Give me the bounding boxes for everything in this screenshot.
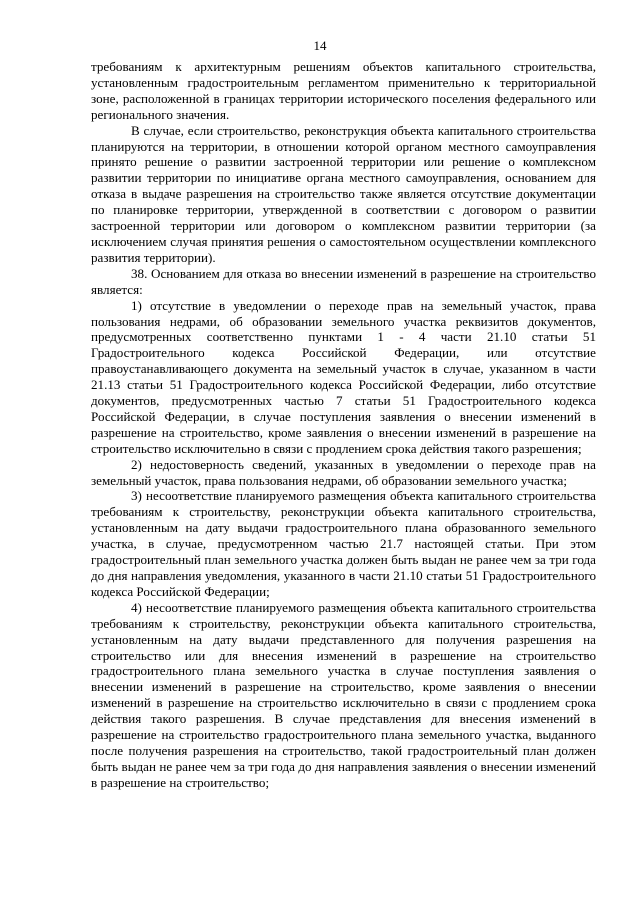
document-body [91, 59, 596, 791]
paragraph-subitem-4: 4) несоответствие планируемого размещения объекта капитального строительства требованиям к строительству, реконструкции объекта капитального строительства, установленным на дату выдачи представленного для получения разрешения на строительство или для внесения изменений в разрешение на строительство градостроительного плана земельного участка в случае поступления заявления о внесении изменений в разрешение на строительство, кроме заявления о внесении изменений в разрешение на строительство исключительно в связи с продлением срока действия такого разрешения. В случае представления для внесения изменений в разрешение на строительство градостроительного плана земельного участка, выданного после получения разрешения на строительство, такой градостроительный план должен быть выдан не ранее чем за три года до дня направления заявления о внесении изменений в разрешение на строительство; [91, 599, 596, 790]
paragraph-continuation: требованиям к архитектурным решениям объектов капитального строительства, установленным градостроительным регламентом применительно к территориальной зоне, расположенной в границах территории исторического поселения федерального или регионального значения. [91, 59, 596, 122]
paragraph-item-38: 38. Основанием для отказа во внесении изменений в разрешение на строительство является: [91, 265, 596, 297]
paragraph-subitem-1: 1) отсутствие в уведомлении о переходе прав на земельный участок, права пользования недрами, об образовании земельного участка реквизитов документов, предусмотренных соответственно пунктами 1 - 4 части 21.10 статьи 51 Градостроительного кодекса Российской Федерации, или отсутствие правоустанавливающего документа на земельный участок в случае, указанном в части 21.13 статьи 51 Градостроительного кодекса Российской Федерации, либо отсутствие документов, предусмотренных частью 7 статьи 51 Градостроительного кодекса Российской Федерации, в случае поступления заявления о внесении изменений в разрешение на строительство, кроме заявления о внесении изменений в разрешение на строительство исключительно в связи с продлением срока действия такого разрешения; [91, 297, 596, 456]
paragraph-subitem-2: 2) недостоверность сведений, указанных в уведомлении о переходе прав на земельный участок, права пользования недрами, об образовании земельного участка; [91, 456, 596, 488]
paragraph-subitem-3: 3) несоответствие планируемого размещения объекта капитального строительства требованиям к строительству, реконструкции объекта капитального строительства, установленным на дату выдачи градостроительного плана образованного земельного участка, в случае, предусмотренном частью 21.7 настоящей статьи. При этом градостроительный план земельного участка должен быть выдан не ранее чем за три года до дня направления уведомления, указанного в части 21.10 статьи 51 Градостроительного кодекса Российской Федерации; [91, 488, 596, 599]
paragraph-territory-development: В случае, если строительство, реконструкция объекта капитального строительства планируются на территории, в отношении которой органом местного самоуправления принято решение о развитии застроенной территории или решение о комплексном развитии территории по инициативе органа местного самоуправления, основанием для отказа в выдаче разрешения на строительство также является отсутствие документации по планировке территории, утвержденной в соответствии с договором о развитии застроенной территории или договором о комплексном развитии территории (за исключением случая принятия решения о самостоятельном осуществлении комплексного развития территории). [91, 122, 596, 265]
page-number: 14 [313, 38, 327, 53]
